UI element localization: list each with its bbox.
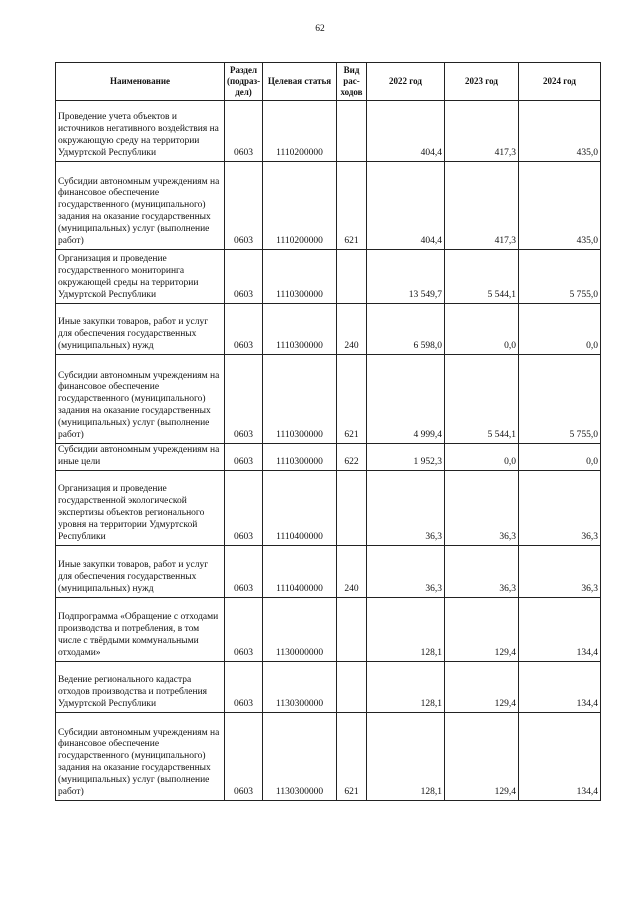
table-row	[56, 471, 601, 546]
row-section: 0603	[225, 713, 263, 801]
row-code: 1110200000	[263, 101, 337, 162]
row-section: 0603	[225, 162, 263, 250]
row-section: 0603	[225, 471, 263, 546]
row-code: 1110400000	[263, 471, 337, 546]
row-2023: 129,4	[445, 713, 519, 801]
row-2023: 129,4	[445, 598, 519, 662]
header-section: Раздел (подраз-дел)	[225, 63, 263, 101]
row-2023: 129,4	[445, 662, 519, 713]
table-row	[56, 662, 601, 713]
row-code: 1110300000	[263, 304, 337, 355]
row-2024: 0,0	[519, 444, 601, 471]
row-2023: 5 544,1	[445, 355, 519, 444]
row-type: 621	[337, 162, 367, 250]
row-name: Подпрограмма «Обращение с отходами производства и потребления, в том числе с твёрдыми коммунальными отходами»	[56, 598, 225, 662]
table-row	[56, 713, 601, 801]
budget-table	[55, 62, 601, 801]
row-type	[337, 662, 367, 713]
row-2022: 6 598,0	[367, 304, 445, 355]
row-2023: 36,3	[445, 471, 519, 546]
header-2024: 2024 год	[519, 63, 601, 101]
table-row	[56, 162, 601, 250]
table-row	[56, 546, 601, 598]
row-type	[337, 471, 367, 546]
row-type: 622	[337, 444, 367, 471]
row-code: 1110400000	[263, 546, 337, 598]
row-section: 0603	[225, 250, 263, 304]
row-2022: 36,3	[367, 546, 445, 598]
row-name: Организация и проведение государственной экологической экспертизы объектов регионального уровня на территории Удмуртской Республики	[56, 471, 225, 546]
table-row	[56, 598, 601, 662]
table-row	[56, 304, 601, 355]
row-type: 621	[337, 355, 367, 444]
page-number: 62	[315, 24, 325, 34]
row-2022: 128,1	[367, 713, 445, 801]
row-2024: 435,0	[519, 101, 601, 162]
row-code: 1110300000	[263, 355, 337, 444]
row-type	[337, 598, 367, 662]
row-section: 0603	[225, 598, 263, 662]
row-2024: 0,0	[519, 304, 601, 355]
row-2023: 5 544,1	[445, 250, 519, 304]
header-2023: 2023 год	[445, 63, 519, 101]
row-code: 1110300000	[263, 444, 337, 471]
row-code: 1130300000	[263, 713, 337, 801]
row-section: 0603	[225, 546, 263, 598]
row-section: 0603	[225, 355, 263, 444]
row-2022: 128,1	[367, 662, 445, 713]
row-name: Проведение учета объектов и источников негативного воздействия на окружающую среду на территории Удмуртской Республики	[56, 101, 225, 162]
row-2022: 128,1	[367, 598, 445, 662]
row-2024: 5 755,0	[519, 355, 601, 444]
header-name: Наименование	[56, 63, 225, 101]
row-name: Иные закупки товаров, работ и услуг для обеспечения государственных (муниципальных) нужд	[56, 304, 225, 355]
row-2022: 404,4	[367, 162, 445, 250]
row-type	[337, 250, 367, 304]
row-type	[337, 101, 367, 162]
table-row	[56, 444, 601, 471]
row-2024: 134,4	[519, 662, 601, 713]
row-section: 0603	[225, 101, 263, 162]
row-2023: 0,0	[445, 304, 519, 355]
row-2022: 404,4	[367, 101, 445, 162]
table-row	[56, 250, 601, 304]
row-code: 1110200000	[263, 162, 337, 250]
row-2024: 36,3	[519, 546, 601, 598]
row-2024: 36,3	[519, 471, 601, 546]
row-2024: 435,0	[519, 162, 601, 250]
row-2024: 5 755,0	[519, 250, 601, 304]
row-2022: 4 999,4	[367, 355, 445, 444]
row-2023: 36,3	[445, 546, 519, 598]
row-type: 240	[337, 304, 367, 355]
row-2022: 13 549,7	[367, 250, 445, 304]
row-2024: 134,4	[519, 598, 601, 662]
row-2022: 1 952,3	[367, 444, 445, 471]
row-name: Субсидии автономным учреждениям на финансовое обеспечение государственного (муниципального) задания на оказание государственных (муниципальных) услуг (выполнение работ)	[56, 355, 225, 444]
row-name: Субсидии автономным учреждениям на финансовое обеспечение государственного (муниципального) задания на оказание государственных (муниципальных) услуг (выполнение работ)	[56, 713, 225, 801]
row-2023: 0,0	[445, 444, 519, 471]
row-section: 0603	[225, 662, 263, 713]
header-row	[56, 63, 601, 101]
header-2022: 2022 год	[367, 63, 445, 101]
row-name: Организация и проведение государственного мониторинга окружающей среды на территории Удмуртской Республики	[56, 250, 225, 304]
row-2023: 417,3	[445, 101, 519, 162]
row-code: 1110300000	[263, 250, 337, 304]
row-name: Ведение регионального кадастра отходов производства и потребления Удмуртской Республики	[56, 662, 225, 713]
row-2022: 36,3	[367, 471, 445, 546]
row-section: 0603	[225, 444, 263, 471]
header-code: Целевая статья	[263, 63, 337, 101]
table-row	[56, 355, 601, 444]
row-name: Субсидии автономным учреждениям на иные цели	[56, 444, 225, 471]
row-section: 0603	[225, 304, 263, 355]
row-2023: 417,3	[445, 162, 519, 250]
table-row	[56, 101, 601, 162]
row-code: 1130300000	[263, 662, 337, 713]
row-2024: 134,4	[519, 713, 601, 801]
row-type: 621	[337, 713, 367, 801]
row-name: Субсидии автономным учреждениям на финансовое обеспечение государственного (муниципального) задания на оказание государственных (муниципальных) услуг (выполнение работ)	[56, 162, 225, 250]
row-name: Иные закупки товаров, работ и услуг для обеспечения государственных (муниципальных) нужд	[56, 546, 225, 598]
row-code: 1130000000	[263, 598, 337, 662]
row-type: 240	[337, 546, 367, 598]
header-type: Вид рас-ходов	[337, 63, 367, 101]
